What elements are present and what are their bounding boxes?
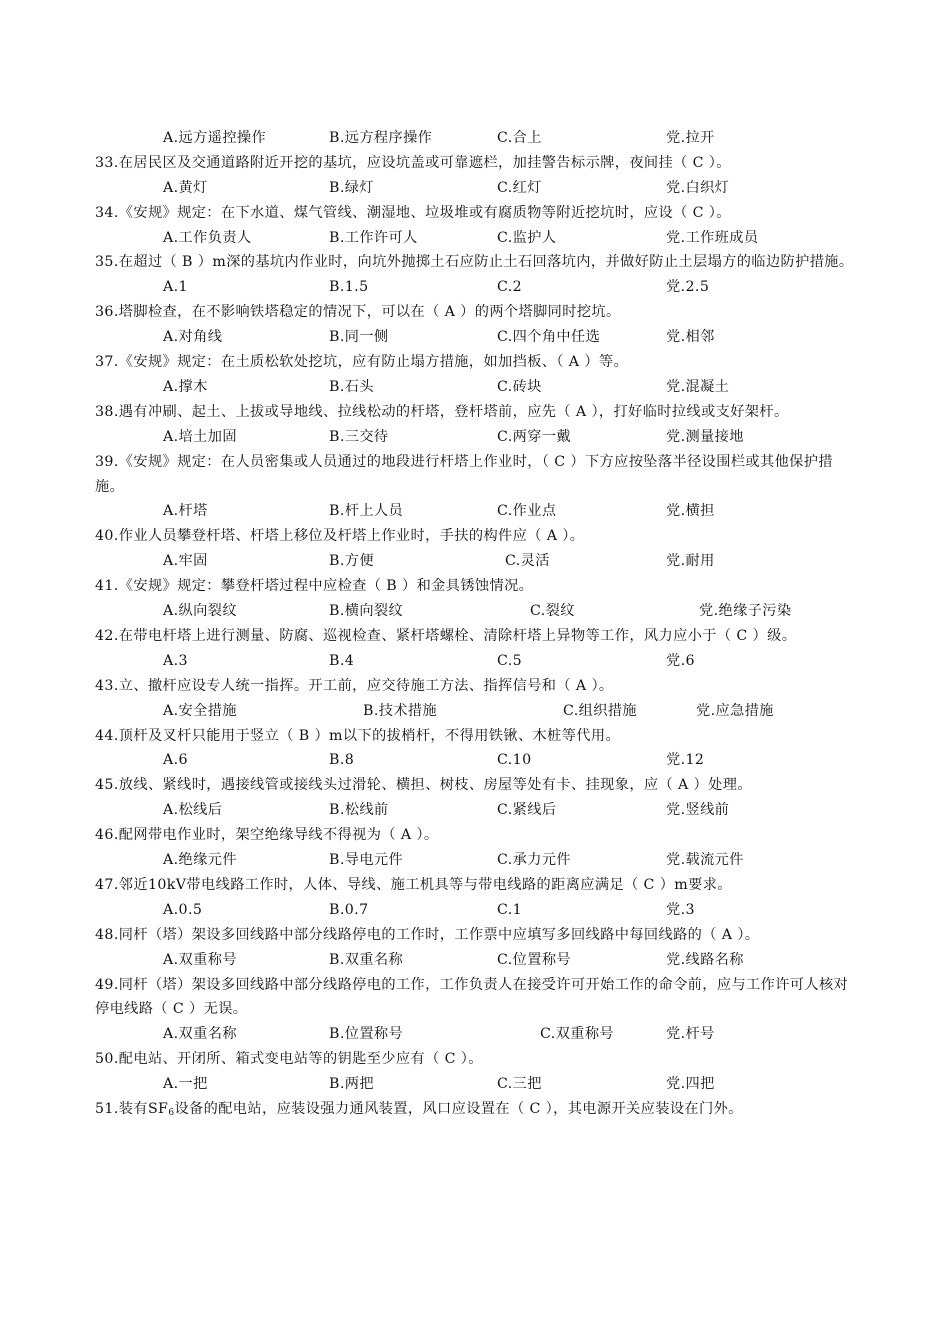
option-b: B.导电元件 bbox=[329, 852, 404, 869]
option-d: 党.耐用 bbox=[666, 553, 715, 570]
question-48: 48.同杆（塔）架设多回线路中部分线路停电的工作时，工作票中应填写多回线路中每回线路的（ A ）。 bbox=[95, 926, 760, 943]
option-b: B.双重名称 bbox=[329, 951, 404, 968]
question-35: 35.在超过（ B ）m深的基坑内作业时，向坑外抛掷土石应防止土石回落坑内，并做好防止土层塌方的临边防护措施。 bbox=[95, 254, 854, 271]
option-c: C.1 bbox=[497, 901, 523, 918]
options-row bbox=[0, 948, 950, 973]
option-d: 党.3 bbox=[666, 901, 695, 918]
question-51-subscript: 6 bbox=[168, 1108, 175, 1119]
options-row bbox=[0, 549, 950, 574]
option-c: C.裂纹 bbox=[530, 603, 575, 620]
question-51-prefix: 51.装有SF bbox=[95, 1101, 169, 1118]
question-33: 33.在居民区及交通道路附近开挖的基坑，应设坑盖或可靠遮栏，加挂警告标示牌，夜间挂（ C ）。 bbox=[95, 154, 731, 171]
option-c: C.10 bbox=[497, 752, 532, 769]
option-d: 党.相邻 bbox=[666, 329, 715, 346]
option-d: 党.线路名称 bbox=[666, 951, 744, 968]
option-a: A.纵向裂纹 bbox=[163, 603, 237, 620]
option-a: A.1 bbox=[163, 279, 188, 296]
options-row bbox=[0, 1022, 950, 1047]
option-c: C.四个角中任选 bbox=[497, 329, 601, 346]
option-b: B.0.7 bbox=[329, 901, 369, 918]
question-43: 43.立、撤杆应设专人统一指挥。开工前，应交待施工方法、指挥信号和（ A ）。 bbox=[95, 677, 614, 694]
question-44: 44.顶杆及叉杆只能用于竖立（ B ）m以下的拔梢杆，不得用铁锹、木桩等代用。 bbox=[95, 727, 621, 744]
option-a: A.工作负责人 bbox=[163, 229, 252, 246]
options-row bbox=[0, 275, 950, 300]
options-row bbox=[0, 798, 950, 823]
option-d: 党.横担 bbox=[666, 503, 715, 520]
option-a: A.杆塔 bbox=[163, 503, 208, 520]
option-d: 党.应急措施 bbox=[696, 702, 774, 719]
option-d: 党.竖线前 bbox=[666, 802, 730, 819]
option-d: 党.拉开 bbox=[666, 130, 715, 146]
option-d: 党.白织灯 bbox=[666, 179, 730, 196]
question-46: 46.配网带电作业时，架空绝缘导线不得视为（ A ）。 bbox=[95, 827, 439, 844]
option-d: 党.四把 bbox=[666, 1076, 715, 1093]
options-row bbox=[0, 176, 950, 201]
option-b: B.位置称号 bbox=[329, 1026, 404, 1043]
option-b: B.绿灯 bbox=[329, 179, 374, 196]
option-b: B.方便 bbox=[329, 553, 374, 570]
option-b: B.工作许可人 bbox=[329, 229, 418, 246]
question-34: 34.《安规》规定：在下水道、煤气管线、潮湿地、垃圾堆或有腐质物等附近挖坑时，应设（ C ）。 bbox=[95, 204, 731, 221]
option-c: C.监护人 bbox=[497, 229, 557, 246]
options-row bbox=[0, 126, 950, 151]
options-row bbox=[0, 649, 950, 674]
option-d: 党.2.5 bbox=[666, 279, 710, 296]
option-a: A.绝缘元件 bbox=[163, 852, 237, 869]
option-a: A.对角线 bbox=[163, 329, 223, 346]
question-36: 36.塔脚检查，在不影响铁塔稳定的情况下，可以在（ A ）的两个塔脚同时挖坑。 bbox=[95, 304, 621, 321]
options-row bbox=[0, 375, 950, 400]
option-a: A.安全措施 bbox=[163, 702, 237, 719]
option-b: B.1.5 bbox=[329, 279, 369, 296]
option-a: A.双重称号 bbox=[163, 951, 237, 968]
question-list bbox=[0, 126, 950, 1122]
question-42: 42.在带电杆塔上进行测量、防腐、巡视检查、紧杆塔螺栓、清除杆塔上异物等工作，风力应小于（ C ）级。 bbox=[95, 627, 797, 644]
option-c: C.红灯 bbox=[497, 179, 542, 196]
question-37: 37.《安规》规定：在土质松软处挖坑，应有防止塌方措施，如加挡板、（ A ）等。 bbox=[95, 354, 629, 371]
option-d: 党.6 bbox=[666, 652, 695, 669]
options-row bbox=[0, 499, 950, 524]
option-d: 党.测量接地 bbox=[666, 428, 744, 445]
options-row bbox=[0, 699, 950, 724]
option-c: C.组织措施 bbox=[563, 702, 638, 719]
option-c: C.承力元件 bbox=[497, 852, 572, 869]
option-b: B.横向裂纹 bbox=[329, 603, 404, 620]
question-45: 45.放线、紧线时，遇接线管或接线头过滑轮、横担、树枝、房屋等处有卡、挂现象，应（ A ）处理。 bbox=[95, 777, 752, 794]
option-c: C.5 bbox=[497, 652, 523, 669]
option-d: 党.绝缘子污染 bbox=[699, 603, 792, 620]
option-a: A.黄灯 bbox=[163, 179, 208, 196]
question-51-suffix: 设备的配电站，应装设强力通风装置，风口应设置在（ C ），其电源开关应装设在门外。 bbox=[174, 1101, 743, 1118]
question-38: 38.遇有冲刷、起土、上拔或导地线、拉线松动的杆塔，登杆塔前，应先（ A ），打好临时拉线或支好架杆。 bbox=[95, 403, 789, 420]
option-a: A.撑木 bbox=[163, 378, 208, 395]
question-39: 39.《安规》规定：在人员密集或人员通过的地段进行杆塔上作业时，（ C ）下方应按坠落半径设围栏或其他保护措施。 bbox=[95, 453, 833, 495]
options-row bbox=[0, 325, 950, 350]
option-b: B.4 bbox=[329, 652, 355, 669]
option-a: A.培土加固 bbox=[163, 428, 237, 445]
option-a: A.松线后 bbox=[163, 802, 223, 819]
question-50: 50.配电站、开闭所、箱式变电站等的钥匙至少应有（ C ）。 bbox=[95, 1051, 483, 1068]
option-c: C.作业点 bbox=[497, 503, 557, 520]
option-b: B.两把 bbox=[329, 1076, 374, 1093]
option-d: 党.12 bbox=[666, 752, 705, 769]
option-a: A.远方遥控操作 bbox=[163, 130, 267, 146]
options-row bbox=[0, 898, 950, 923]
options-row bbox=[0, 1072, 950, 1097]
option-c: C.两穿一戴 bbox=[497, 428, 572, 445]
option-a: A.一把 bbox=[163, 1076, 208, 1093]
option-b: B.同一侧 bbox=[329, 329, 389, 346]
question-49: 49.同杆（塔）架设多回线路中部分线路停电的工作，工作负责人在接受许可开始工作的命令前，应与工作许可人核对停电线路（ C ）无误。 bbox=[95, 976, 849, 1018]
option-c: C.合上 bbox=[497, 130, 542, 146]
option-c: C.三把 bbox=[497, 1076, 542, 1093]
option-c: C.2 bbox=[497, 279, 523, 296]
option-a: A.牢固 bbox=[163, 553, 208, 570]
option-a: A.双重名称 bbox=[163, 1026, 237, 1043]
option-a: A.3 bbox=[163, 652, 188, 669]
option-c: C.灵活 bbox=[505, 553, 550, 570]
option-d: 党.混凝土 bbox=[666, 378, 730, 395]
option-b: B.松线前 bbox=[329, 802, 389, 819]
option-b: B.技术措施 bbox=[363, 702, 438, 719]
question-51 bbox=[95, 1097, 855, 1122]
options-row bbox=[0, 599, 950, 624]
option-a: A.0.5 bbox=[163, 901, 203, 918]
options-row bbox=[0, 226, 950, 251]
question-47: 47.邻近10kV带电线路工作时，人体、导线、施工机具等与带电线路的距离应满足（ C ）m要求。 bbox=[95, 876, 732, 893]
options-row bbox=[0, 748, 950, 773]
option-b: B.石头 bbox=[329, 378, 374, 395]
question-41: 41.《安规》规定：攀登杆塔过程中应检查（ B ）和金具锈蚀情况。 bbox=[95, 578, 534, 595]
option-d: 党.工作班成员 bbox=[666, 229, 759, 246]
option-d: 党.杆号 bbox=[666, 1026, 715, 1043]
options-row bbox=[0, 425, 950, 450]
option-d: 党.载流元件 bbox=[666, 852, 744, 869]
option-b: B.8 bbox=[329, 752, 355, 769]
option-b: B.三交待 bbox=[329, 428, 389, 445]
option-a: A.6 bbox=[163, 752, 188, 769]
option-c: C.双重称号 bbox=[540, 1026, 615, 1043]
option-b: B.杆上人员 bbox=[329, 503, 404, 520]
options-row bbox=[0, 848, 950, 873]
option-c: C.砖块 bbox=[497, 378, 542, 395]
option-c: C.位置称号 bbox=[497, 951, 572, 968]
option-c: C.紧线后 bbox=[497, 802, 557, 819]
question-40: 40.作业人员攀登杆塔、杆塔上移位及杆塔上作业时，手扶的构件应（ A ）。 bbox=[95, 528, 585, 545]
option-b: B.远方程序操作 bbox=[329, 130, 433, 146]
